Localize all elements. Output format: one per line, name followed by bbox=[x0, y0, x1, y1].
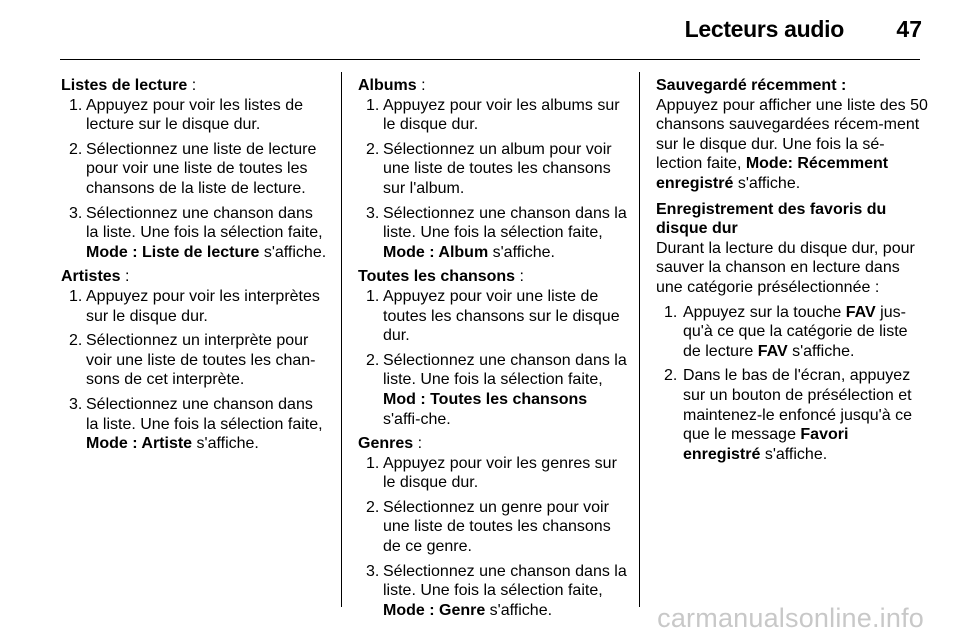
genres-steps bbox=[358, 454, 628, 621]
playlists-steps bbox=[61, 96, 329, 263]
list-item: 3. Sélectionnez une chanson dans la liste. Une fois la sélection faite, Mode : Artiste s'affiche. bbox=[69, 395, 323, 453]
header-divider bbox=[60, 59, 920, 60]
section-heading-favorites: Enregistrement des favoris du disque dur bbox=[656, 200, 887, 238]
list-item: 3. Sélectionnez une chanson dans la liste. Une fois la sélection faite, Mode : Liste de lecture s'affiche. bbox=[69, 204, 327, 261]
section-heading-artists: Artistes : bbox=[61, 268, 130, 286]
list-item: 1. Appuyez sur la touche FAV jus-qu'à ce que la catégorie de liste de lecture FAV s'affiche. bbox=[664, 303, 908, 360]
page-header bbox=[0, 0, 960, 56]
list-item: 2. Sélectionnez un interprète pour voir une liste de toutes les chan-sons de cet interprète. bbox=[69, 332, 316, 389]
page-title: Lecteurs audio bbox=[684, 16, 844, 42]
column-divider bbox=[341, 72, 342, 607]
section-heading-genres: Genres : bbox=[358, 435, 423, 453]
albums-steps bbox=[358, 96, 628, 263]
list-item: 1. Appuyez pour voir les listes de lecture sur le disque dur. bbox=[69, 96, 303, 134]
list-item: 1. Appuyez pour voir les genres sur le disque dur. bbox=[366, 454, 617, 492]
list-item: 2. Sélectionnez une liste de lecture pour voir une liste de toutes les chansons de la liste de lecture. bbox=[69, 140, 317, 197]
column-2 bbox=[358, 76, 628, 625]
list-item: 2. Dans le bas de l'écran, appuyez sur un bouton de présélection et maintenez-le enfoncé jusqu'à ce que le message Favori enregistré s'affiche. bbox=[664, 367, 912, 463]
recently-saved-text: Appuyez pour afficher une liste des 50 chansons sauvegardées récem-ment sur le disque dur. Une fois la sé-lection faite, Mode: Récemment enregistré s'affiche. bbox=[656, 96, 928, 192]
section-heading-recently-saved: Sauvegardé récemment : bbox=[656, 77, 847, 94]
list-item: 2. Sélectionnez un album pour voir une liste de toutes les chansons sur l'album. bbox=[366, 140, 612, 197]
list-item: 3. Sélectionnez une chanson dans la liste. Une fois la sélection faite, Mode : Album s'affiche. bbox=[366, 204, 627, 261]
column-divider bbox=[639, 72, 640, 607]
list-item: 1. Appuyez pour voir les albums sur le disque dur. bbox=[366, 96, 620, 134]
list-item: 3. Sélectionnez une chanson dans la liste. Une fois la sélection faite, Mode : Genre s'affiche. bbox=[366, 562, 627, 619]
all-songs-steps bbox=[358, 287, 628, 429]
column-1 bbox=[61, 76, 329, 459]
watermark: carmanualsonline.info bbox=[657, 603, 924, 633]
favorites-steps bbox=[656, 303, 928, 465]
section-heading-all-songs: Toutes les chansons : bbox=[358, 268, 524, 286]
list-item: 2. Sélectionnez une chanson dans la liste. Une fois la sélection faite, Mod : Toutes les chansons s'affi-che. bbox=[366, 351, 627, 428]
section-heading-albums: Albums : bbox=[358, 77, 426, 94]
page-number: 47 bbox=[896, 16, 922, 42]
column-3 bbox=[656, 76, 928, 469]
section-heading-playlists: Listes de lecture : bbox=[61, 77, 197, 94]
list-item: 2. Sélectionnez un genre pour voir une liste de toutes les chansons de ce genre. bbox=[366, 498, 611, 556]
artists-steps bbox=[61, 287, 329, 454]
list-item: 1. Appuyez pour voir les interprètes sur le disque dur. bbox=[69, 287, 320, 325]
favorites-intro: Durant la lecture du disque dur, pour sauver la chanson en lecture dans une catégorie présélectionnée : bbox=[656, 239, 915, 296]
list-item: 1. Appuyez pour voir une liste de toutes les chansons sur le disque dur. bbox=[366, 287, 620, 345]
